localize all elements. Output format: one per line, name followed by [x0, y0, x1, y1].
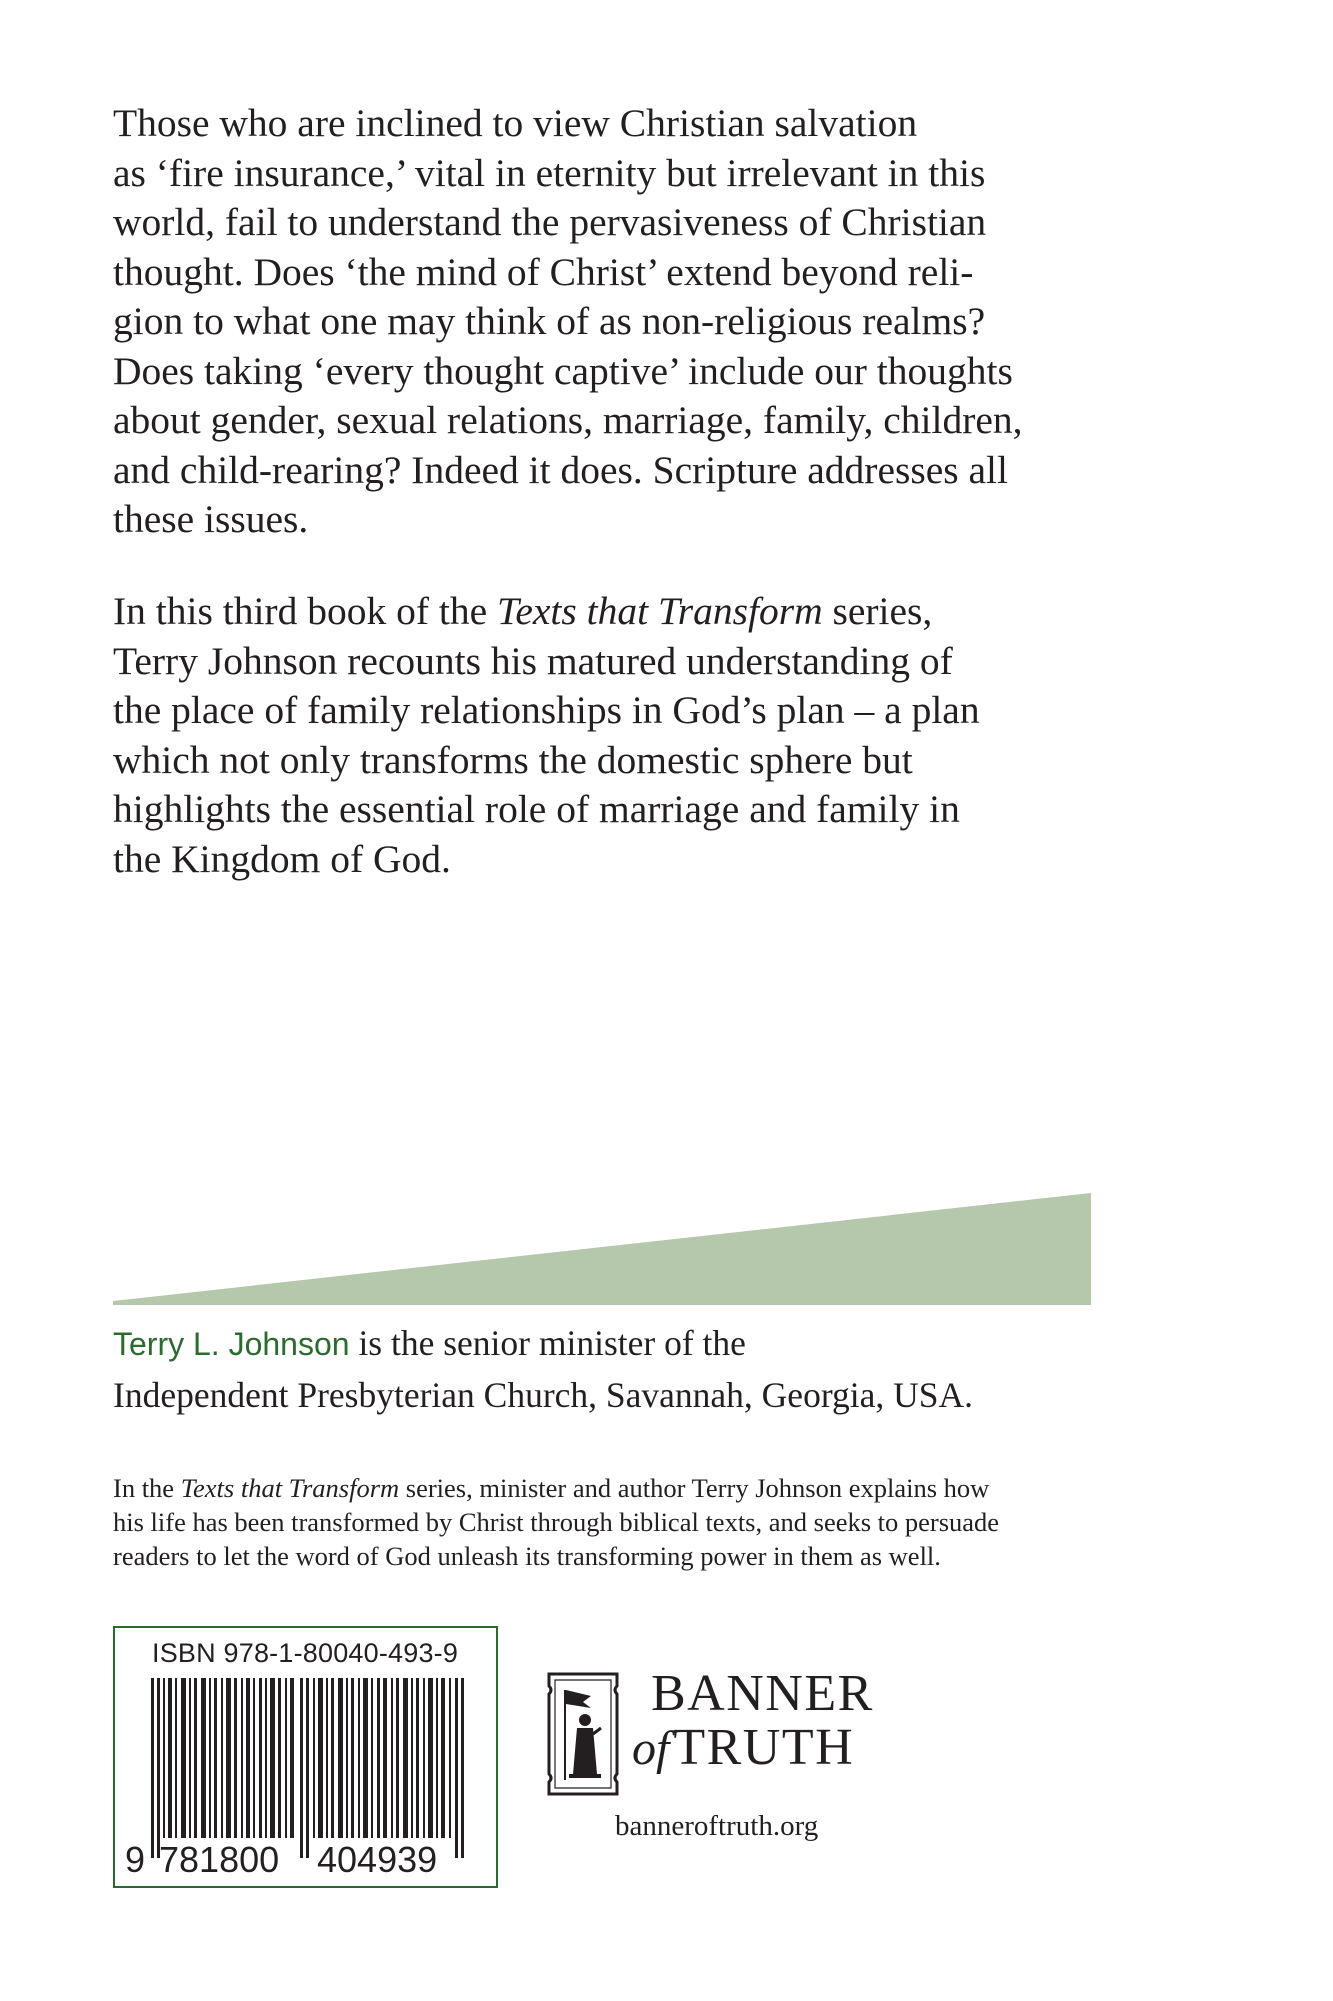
barcode-bar — [416, 1678, 419, 1838]
barcode-bar — [290, 1678, 294, 1838]
publisher-url: banneroftruth.org — [615, 1810, 819, 1842]
author-bio-line — [113, 1318, 973, 1370]
publisher-of: of — [632, 1722, 670, 1775]
barcode-bar — [209, 1678, 211, 1838]
barcode-bar — [391, 1678, 393, 1838]
series-line — [113, 1471, 999, 1505]
blurb-line: these issues. — [113, 497, 309, 541]
barcode-bar — [151, 1678, 154, 1858]
author-bio-text: is the senior minister of the — [349, 1323, 746, 1363]
barcode-bar — [403, 1678, 408, 1838]
barcode-bar — [234, 1678, 237, 1838]
barcode-bar — [201, 1678, 206, 1838]
author-name: Terry L. Johnson — [113, 1326, 350, 1362]
author-bio-line: Independent Presbyterian Church, Savannah, Georgia, USA. — [113, 1375, 974, 1415]
barcode-bar — [246, 1678, 250, 1838]
blurb-line: highlights the essential role of marriage and family in — [113, 787, 960, 831]
barcode-bar — [189, 1678, 191, 1838]
series-title: Texts that Transform — [180, 1473, 400, 1503]
barcode-bar — [383, 1678, 387, 1838]
barcode-bar — [326, 1678, 328, 1838]
barcode-bar — [461, 1678, 464, 1858]
blurb-line: thought. Does ‘the mind of Christ’ extend beyond reli- — [113, 249, 974, 294]
series-description — [113, 1471, 999, 1573]
barcode-bar — [455, 1678, 458, 1858]
barcode-bar — [221, 1678, 223, 1838]
series-text: In the — [113, 1473, 181, 1503]
barcode-bar — [423, 1678, 425, 1838]
barcode-bar — [163, 1678, 165, 1838]
blurb-text: series, — [822, 589, 933, 633]
blurb-line: as ‘fire insurance,’ vital in eternity but irrelevant in this — [113, 150, 986, 195]
blurb-paragraph-2 — [113, 587, 1113, 884]
barcode-bar — [377, 1678, 380, 1838]
barcode-bars — [151, 1678, 464, 1858]
blurb-text: In this third book of the — [113, 589, 497, 633]
barcode-bar — [371, 1678, 373, 1838]
barcode-bar — [265, 1678, 267, 1838]
blurb-line: and child-rearing? Indeed it does. Scripture addresses all — [113, 447, 1008, 492]
barcode-bar — [331, 1678, 334, 1838]
barcode-digit-first: 9 — [125, 1839, 146, 1880]
blurb-line: the Kingdom of God. — [113, 836, 451, 881]
publisher-truth: TRUTH — [673, 1719, 855, 1776]
blurb-line: Those who are inclined to view Christian salvation — [113, 101, 918, 145]
isbn-label: ISBN 978-1-80040-493-9 — [152, 1638, 459, 1668]
blurb-line: the place of family relationships in God’s plan – a plan — [113, 688, 980, 732]
barcode-bar — [270, 1678, 275, 1838]
barcode-bar — [358, 1678, 360, 1838]
barcode-bar — [157, 1678, 160, 1858]
decorative-wedge — [113, 1193, 1093, 1305]
barcode-bar — [241, 1678, 243, 1838]
barcode-bar — [285, 1678, 287, 1838]
series-title: Texts that Transform — [497, 589, 823, 633]
barcode-bar — [428, 1678, 433, 1838]
barcode-digits-left: 781800 — [159, 1839, 280, 1880]
barcode-box — [113, 1626, 498, 1888]
barcode-digits-right: 404939 — [317, 1839, 438, 1880]
barcode-bar — [338, 1678, 343, 1838]
barcode-bar — [194, 1678, 197, 1838]
barcode-bar — [346, 1678, 348, 1838]
barcode-bar — [436, 1678, 438, 1838]
blurb-line: world, fail to understand the pervasiveness of Christian — [113, 200, 987, 244]
barcode-bar — [300, 1678, 303, 1858]
barcode-bar — [351, 1678, 354, 1838]
series-line: readers to let the word of God unleash its transforming power in them as well. — [113, 1541, 941, 1571]
barcode-bar — [449, 1678, 451, 1838]
barcode-bar — [214, 1678, 217, 1838]
blurb-paragraph-1 — [113, 99, 1113, 545]
author-bio — [113, 1318, 973, 1421]
barcode-bar — [363, 1678, 368, 1838]
barcode-bar — [175, 1678, 177, 1838]
barcode-bar — [313, 1678, 315, 1838]
series-line: his life has been transformed by Christ through biblical texts, and seeks to persuade — [113, 1507, 1000, 1537]
banner-emblem-icon — [543, 1670, 623, 1798]
barcode-bar — [396, 1678, 399, 1838]
barcode-bar — [168, 1678, 172, 1838]
barcode-bar — [259, 1678, 262, 1838]
barcode-bar — [441, 1678, 445, 1838]
blurb-line: about gender, sexual relations, marriage, family, children, — [113, 398, 1023, 442]
publisher-name-line-1: BANNER — [651, 1665, 874, 1722]
barcode-bar — [411, 1678, 413, 1838]
barcode — [115, 1628, 496, 1886]
blurb-line: Does taking ‘every thought captive’ include our thoughts — [113, 348, 1013, 393]
publisher-logo — [543, 1665, 923, 1868]
blurb-line: gion to what one may think of as non-religious realms? — [113, 299, 986, 343]
blurb-line: which not only transforms the domestic sphere but — [113, 737, 913, 782]
barcode-bar — [226, 1678, 231, 1838]
barcode-bar — [318, 1678, 323, 1838]
barcode-bar — [306, 1678, 309, 1858]
barcode-bar — [181, 1678, 186, 1838]
barcode-bar — [253, 1678, 255, 1838]
blurb-line: Terry Johnson recounts his matured understanding of — [113, 638, 953, 683]
series-text: series, minister and author Terry Johnson explains how — [399, 1473, 990, 1503]
barcode-bar — [278, 1678, 281, 1838]
publisher-name-line-2 — [632, 1720, 854, 1788]
blurb-line — [113, 587, 1113, 637]
